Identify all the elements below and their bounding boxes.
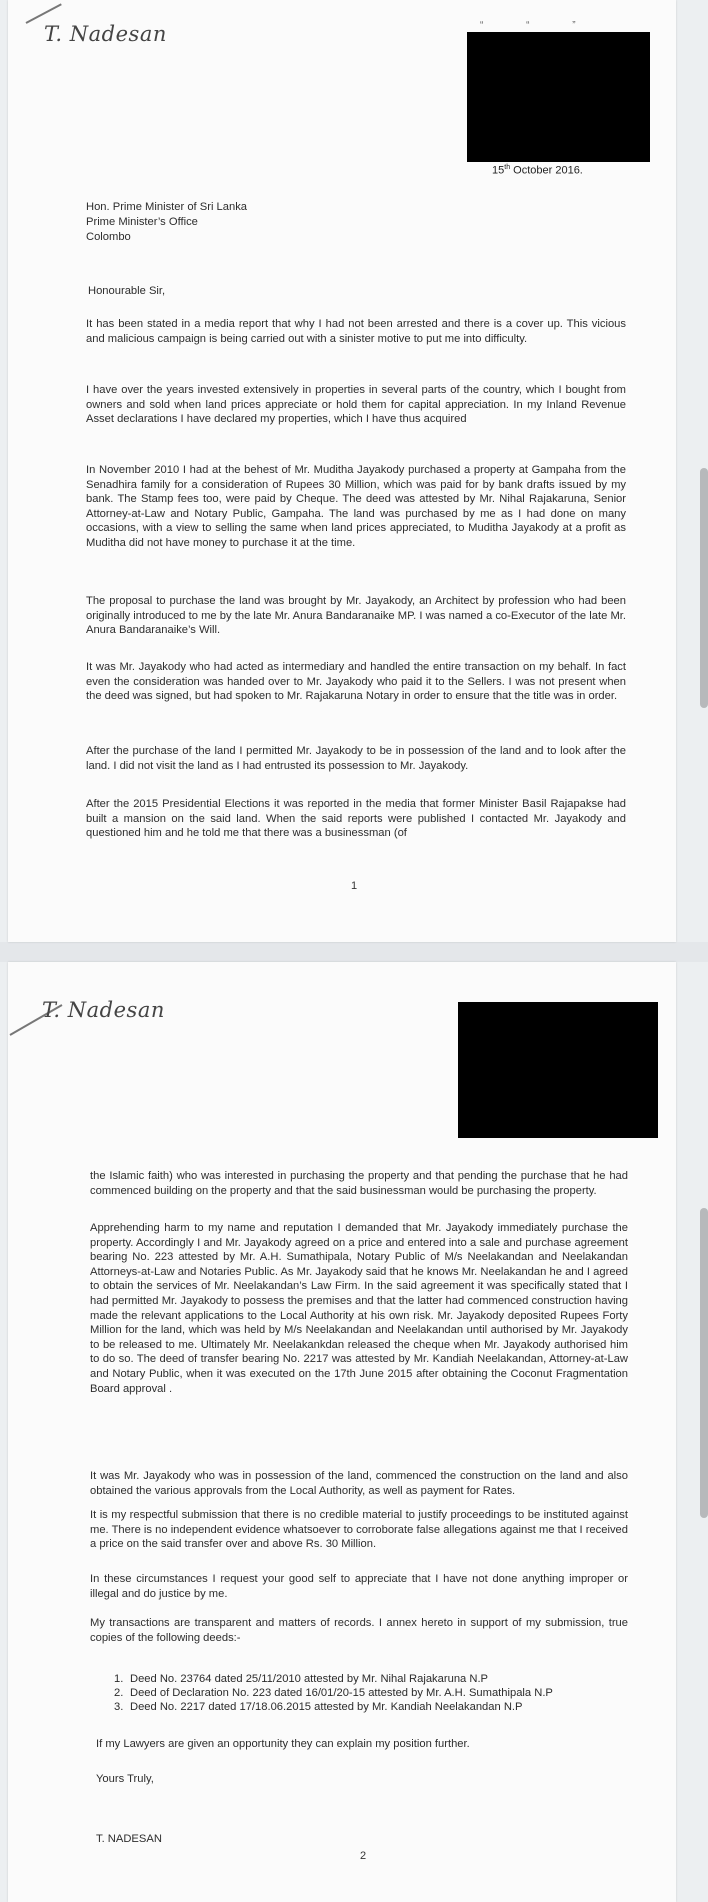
paragraph: It was Mr. Jayakody who was in possession of the land, commenced the construction on the land and also obtained the various approvals from the Local Authority, as well as payment for Rates. bbox=[90, 1470, 628, 1497]
letter-date: 15th October 2016. bbox=[492, 164, 583, 177]
paragraph: It was Mr. Jayakody who had acted as intermediary and handled the entire transaction on my behalf. In fact even the consideration was handed over to Mr. Jayakody who paid it to the Sellers. I was not present when the deed was signed, but had spoken to Mr. Rajakaruna Notary in order to ensure that the title was in order. bbox=[86, 661, 626, 703]
deed-list-item: 2. Deed of Declaration No. 223 dated 16/01/20-15 attested by Mr. A.H. Sumathipala N.P bbox=[114, 1687, 553, 1699]
recipient-address bbox=[86, 200, 247, 245]
address-line: Colombo bbox=[86, 231, 131, 243]
address-line: Prime Minister’s Office bbox=[86, 216, 198, 228]
scrollbar-thumb[interactable] bbox=[700, 1208, 708, 1518]
letter-page-2 bbox=[8, 962, 676, 1902]
paragraph: After the purchase of the land I permitted Mr. Jayakody to be in possession of the land and to look after the land. I did not visit the land as I had entrusted its possession to Mr. Jayakody. bbox=[86, 745, 626, 772]
scrollbar-thumb[interactable] bbox=[700, 468, 708, 708]
page-number: 2 bbox=[360, 1850, 367, 1862]
address-line: Hon. Prime Minister of Sri Lanka bbox=[86, 201, 248, 213]
paragraph: In these circumstances I request your good self to appreciate that I have not done anything improper or illegal and do justice by me. bbox=[90, 1573, 628, 1600]
signature-name: T. NADESAN bbox=[96, 1833, 162, 1845]
paragraph: The proposal to purchase the land was brought by Mr. Jayakody, an Architect by profession who had been originally introduced to me by the late Mr. Anura Bandaranaike MP. I was named a co-Executor of the late Mr. Anura Bandaranaike’s Will. bbox=[86, 595, 626, 637]
paragraph: Apprehending harm to my name and reputation I demanded that Mr. Jayakody immediately purchase the property. Accordingly I and Mr. Jayakody agreed on a price and entered into a sale and purchase agreement bearing No. 223 attested by Mr. A.H. Sumathipala, Notary Public of M/s Neelakandan and Neelakandan Attorneys-at-Law and Notaries Public. As Mr. Jayakody said that he knows Mr. Neelakandan he and I agreed to obtain the services of Mr. Neelakandan’s Law Firm. In the said agreement it was specifically stated that I had permitted Mr. Jayakody to possess the premises and that the latter had commenced construction having made the relevant applications to the Local Authority at his own risk. Mr. Jayakody deposited Rupees Forty Million for the land, which was held by M/s Neelakandan and Neelakandan until authorised by Mr. Jayakody to be released to me. Ultimately Mr. Neelakankdan released the cheque when Mr. Jayakody authorised him to do so. The deed of transfer bearing No. 2217 was attested by Mr. Kandiah Neelakandan, Attorney-at-Law and Notary Public, when it was executed on the 17th June 2015 after obtaining the Coconut Fragmentation Board approval . bbox=[90, 1222, 628, 1395]
letterhead-name: T. Nadesan bbox=[42, 998, 165, 1022]
salutation: Honourable Sir, bbox=[88, 285, 166, 297]
quote-marks: “ “ ” bbox=[480, 20, 596, 31]
redaction-block bbox=[467, 32, 650, 162]
paragraph: After the 2015 Presidential Elections it was reported in the media that former Minister Basil Rajapakse had built a mansion on the said land. When the said reports were published I contacted Mr. Jayakody and questioned him and he told me that there was a businessman (of bbox=[86, 798, 626, 840]
paragraph: It has been stated in a media report that why I had not been arrested and there is a cover up. This vicious and malicious campaign is being carried out with a sinister motive to put me into difficulty. bbox=[86, 318, 626, 345]
pen-stroke bbox=[26, 3, 62, 24]
paragraph: In November 2010 I had at the behest of Mr. Muditha Jayakody purchased a property at Gampaha from the Senadhira family for a consideration of Rupees 30 Million, which was paid for by bank drafts issued by my bank. The Stamp fees too, were paid by Cheque. The deed was attested by Mr. Nihal Rajakaruna, Senior Attorney-at-Law and Notary Public, Gampaha. The land was purchased by me as I had done on many occasions, with a view to selling the same when land prices appreciated, to Muditha Jayakody at a profit as Muditha did not have money to purchase it at the time. bbox=[86, 464, 626, 549]
deed-list-item: 3. Deed No. 2217 dated 17/18.06.2015 attested by Mr. Kandiah Neelakandan N.P bbox=[114, 1701, 523, 1713]
page-gap bbox=[0, 942, 708, 962]
sign-off: Yours Truly, bbox=[96, 1773, 154, 1785]
closing-line: If my Lawyers are given an opportunity they can explain my position further. bbox=[96, 1738, 470, 1750]
page-number: 1 bbox=[351, 880, 358, 892]
deed-list-item: 1. Deed No. 23764 dated 25/11/2010 attested by Mr. Nihal Rajakaruna N.P bbox=[114, 1673, 489, 1685]
letter-page-1 bbox=[8, 0, 676, 942]
paragraph: I have over the years invested extensively in properties in several parts of the country, which I bought from owners and sold when land prices appreciate or hold them for capital appreciation. In my Inland Revenue Asset declarations I have declared my properties, which I have thus acquired bbox=[86, 384, 626, 426]
redaction-block bbox=[458, 1002, 658, 1138]
paragraph: It is my respectful submission that there is no credible material to justify proceedings to be instituted against me. There is no independent evidence whatsoever to corroborate false allegations against me that I received a price on the said transfer over and above Rs. 30 Million. bbox=[90, 1509, 628, 1551]
paragraph: My transactions are transparent and matters of records. I annex hereto in support of my submission, true copies of the following deeds:- bbox=[90, 1617, 628, 1644]
paragraph: the Islamic faith) who was interested in purchasing the property and that pending the purchase that he had commenced building on the property and that the said businessman would be purchasing the property. bbox=[90, 1170, 628, 1197]
letterhead-name: T. Nadesan bbox=[44, 22, 167, 46]
